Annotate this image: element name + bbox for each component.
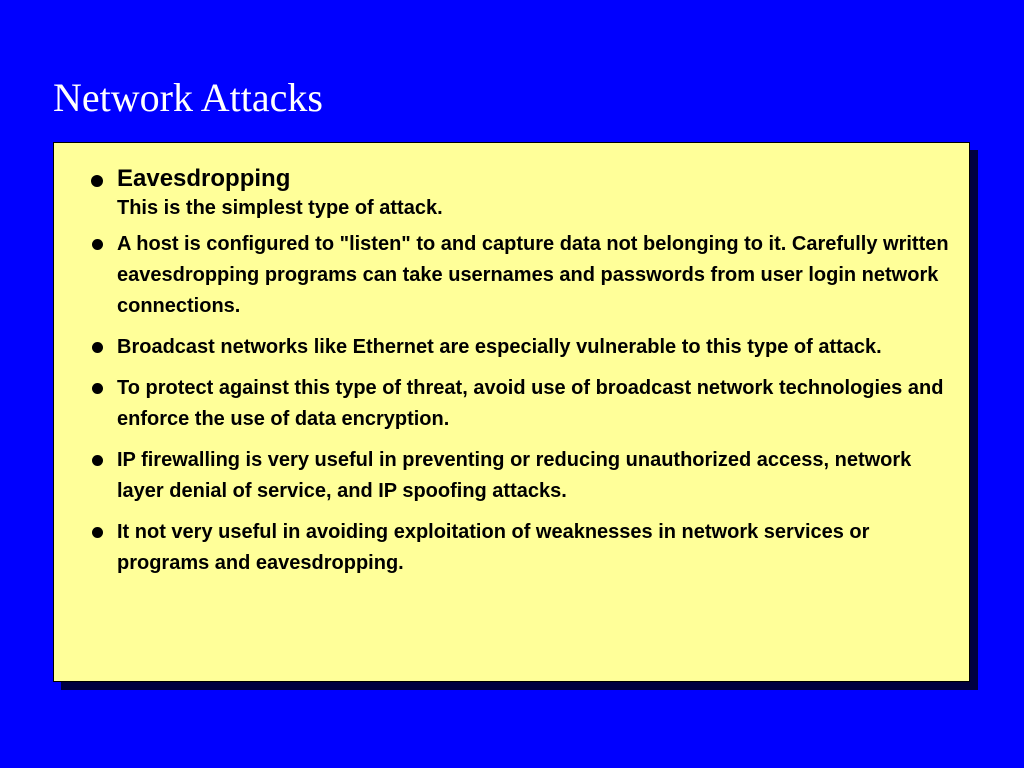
bullet-dot-icon [92,383,103,394]
bullet-heading-subtext: This is the simplest type of attack. [117,197,443,219]
bullet-dot-icon [92,342,103,353]
bullet-item-eavesdropping [90,163,952,221]
bullet-dot-icon [92,455,103,466]
bullet-text: Broadcast networks like Ethernet are especially vulnerable to this type of attack. [117,336,882,358]
content-panel [53,142,970,682]
bullet-item [90,229,952,322]
bullet-list [90,163,952,589]
bullet-dot-icon [92,239,103,250]
bullet-dot-icon [91,175,103,187]
slide-title: Network Attacks [53,75,323,120]
bullet-text: A host is configured to "listen" to and capture data not belonging to it. Carefully written eavesdropping programs can take usernames and passwords from user login network connections. [117,233,949,317]
bullet-item [90,373,952,435]
bullet-text: It not very useful in avoiding exploitation of weaknesses in network services or programs and eavesdropping. [117,521,870,574]
bullet-text: IP firewalling is very useful in preventing or reducing unauthorized access, network layer denial of service, and IP spoofing attacks. [117,449,912,502]
bullet-text: To protect against this type of threat, avoid use of broadcast network technologies and enforce the use of data encryption. [117,377,944,430]
bullet-dot-icon [92,527,103,538]
bullet-item [90,517,952,579]
bullet-heading: Eavesdropping [117,165,291,192]
bullet-item [90,332,952,363]
bullet-item [90,445,952,507]
